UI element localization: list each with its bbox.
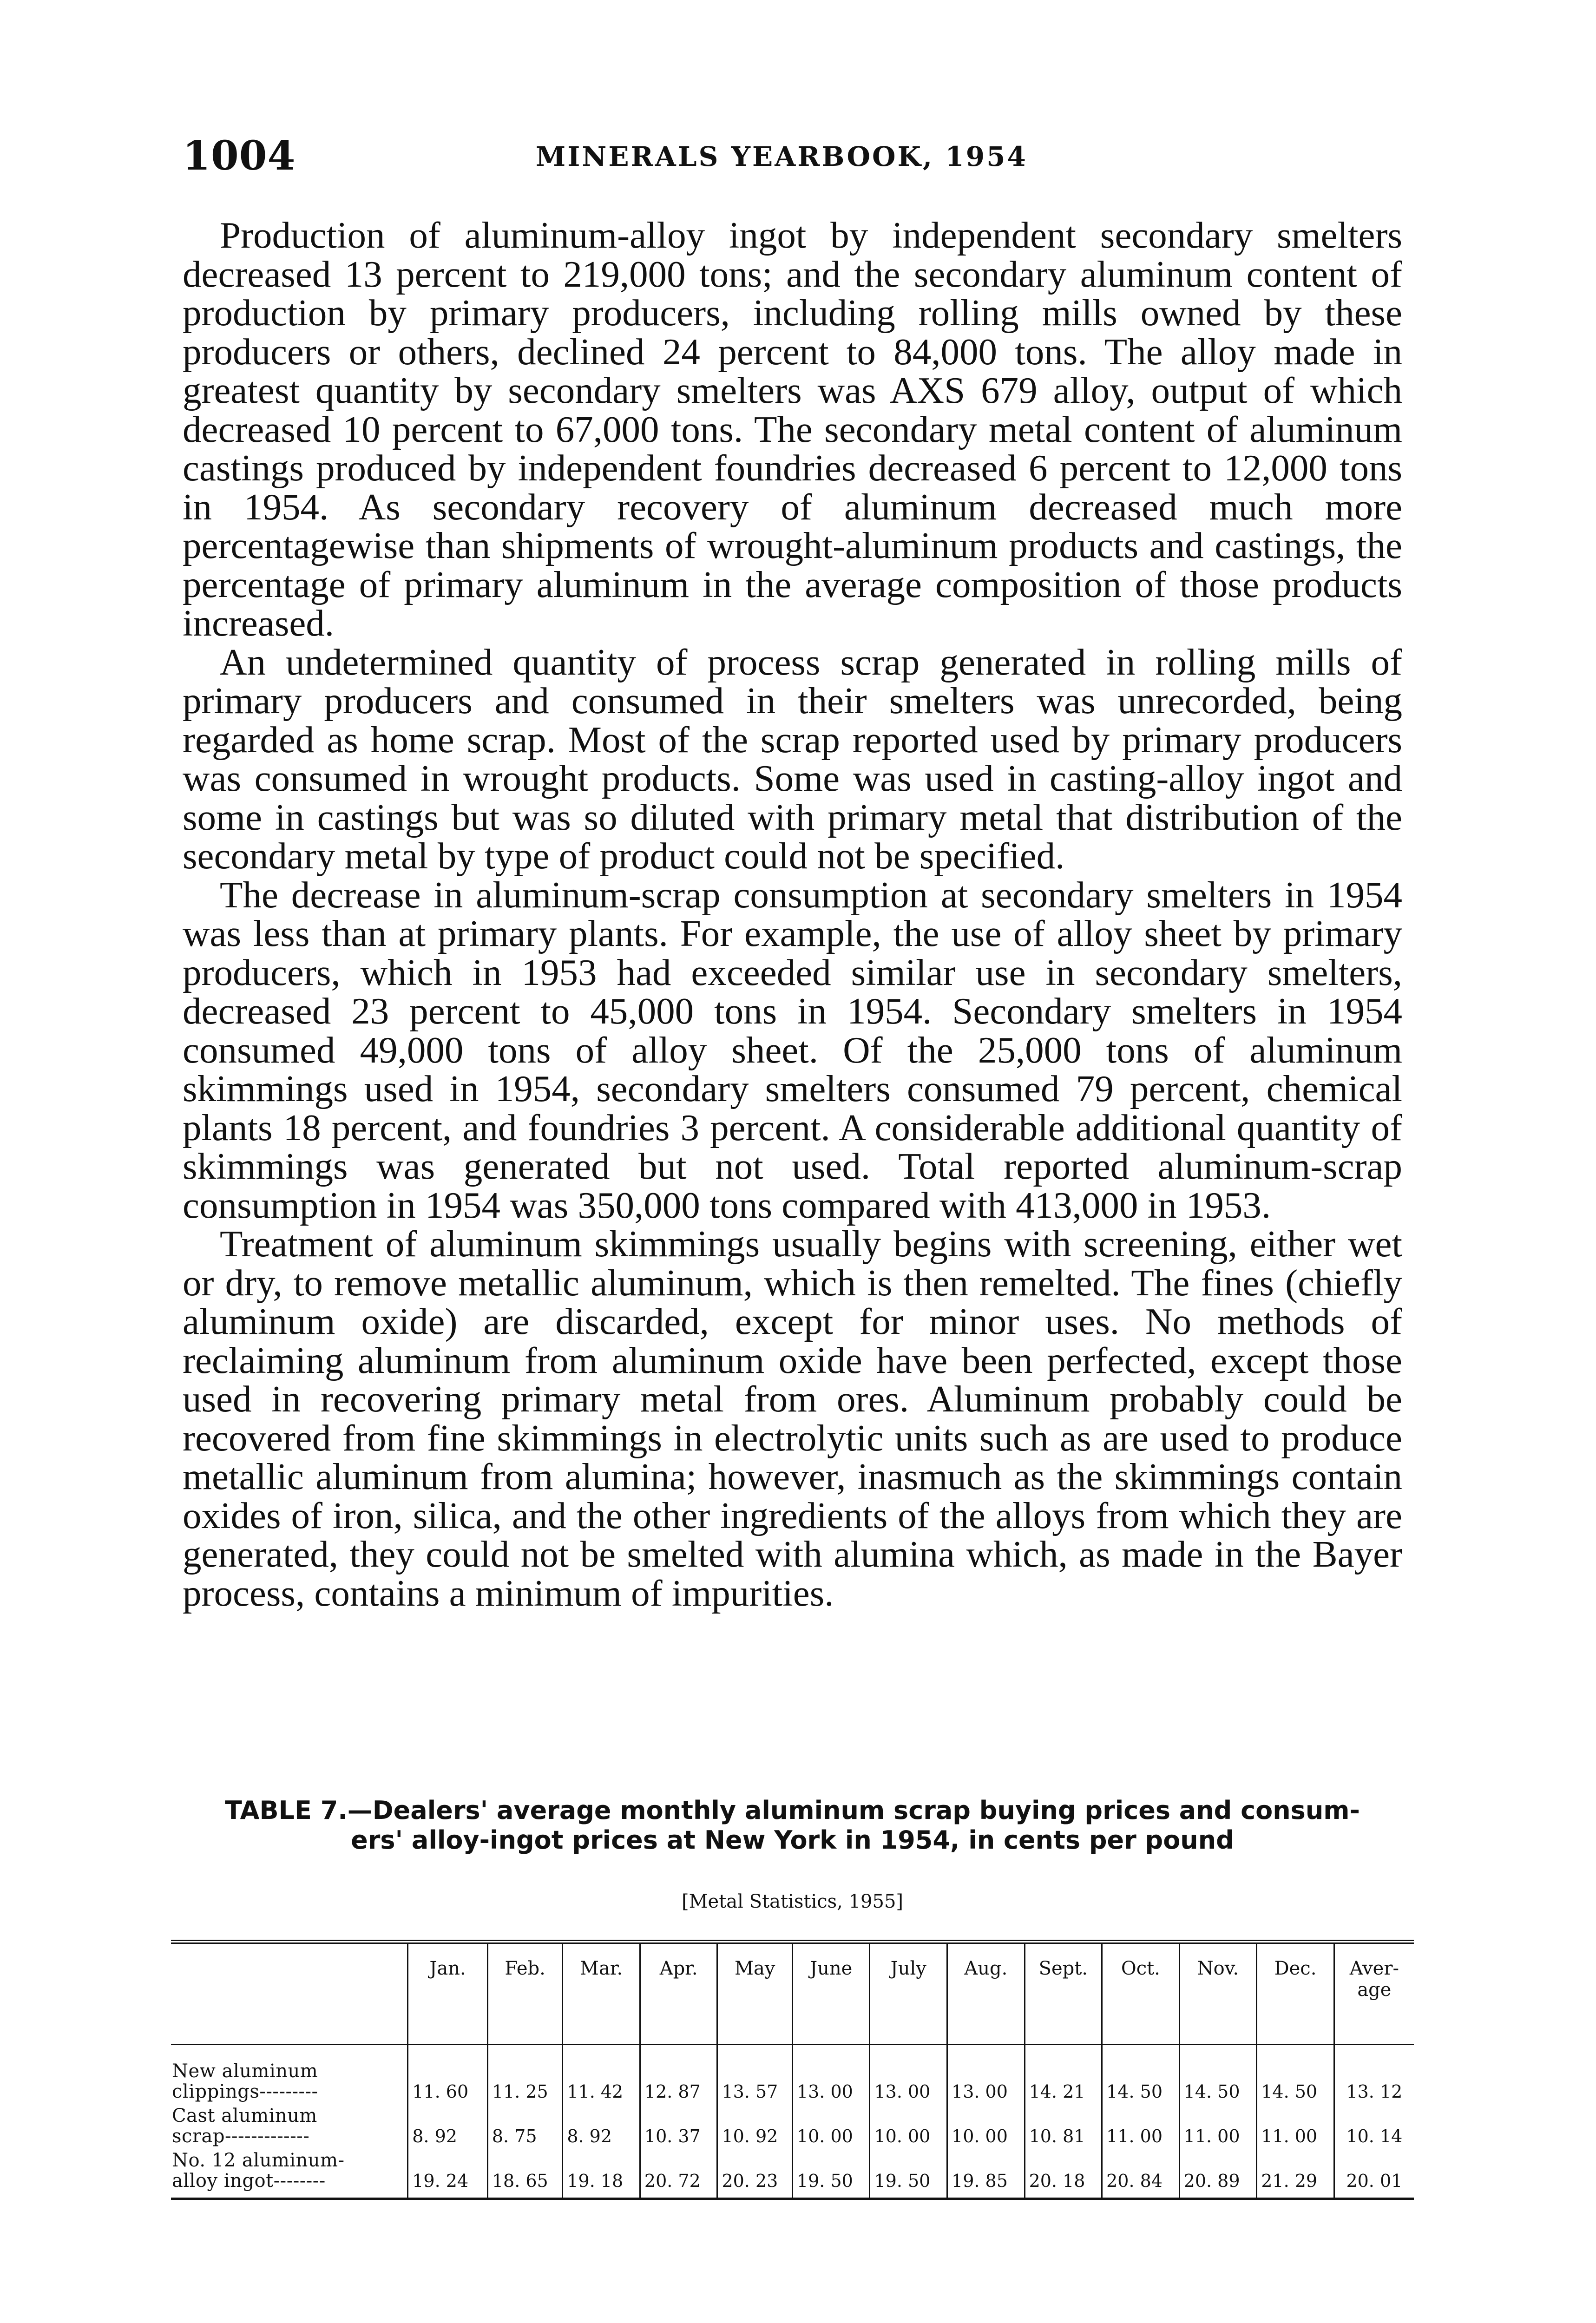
table-cell: 11. 25 — [487, 2045, 563, 2104]
table-cell: 19. 24 — [408, 2148, 488, 2199]
page-number: 1004 — [183, 132, 296, 179]
column-header: Feb. — [487, 1942, 563, 2045]
table-caption-line-2: ers' alloy-ingot prices at New York in 1954, in cents per pound — [351, 1825, 1234, 1855]
table-cell: 18. 65 — [487, 2148, 563, 2199]
column-header: Sept. — [1025, 1942, 1102, 2045]
paragraph: The decrease in aluminum-scrap consumption at secondary smelters in 1954 was less than at primary plants. For example, the use of alloy sheet by primary producers, which in 1953 had exceeded similar use in secondary smelters, decreased 23 percent to 45,000 tons in 1954. Secondary smelters in 1954 consumed 49,000 tons of alloy sheet. Of the 25,000 tons of aluminum skimmings used in 1954, secondary smelters consumed 79 percent, chemical plants 18 percent, and foundries 3 percent. A considerable additional quantity of skimmings was generated but not used. Total reported aluminum-scrap consumption in 1954 was 350,000 tons compared with 413,000 in 1953. — [183, 873, 1402, 1226]
table-cell: 11. 42 — [563, 2045, 640, 2104]
paragraph: An undetermined quantity of process scrap generated in rolling mills of primary producers and consumed in their smelters was unrecorded, being regarded as home scrap. Most of the scrap reported used by primary producers was consumed in wrought products. Some was used in casting-alloy ingot and some in castings but was so diluted with primary metal that distribution of the secondary metal by type of product could not be specified. — [183, 641, 1402, 877]
column-header: Jan. — [408, 1942, 488, 2045]
table-cell: 20. 89 — [1179, 2148, 1257, 2199]
table-cell: 10. 81 — [1025, 2104, 1102, 2148]
column-header: May — [717, 1942, 793, 2045]
table-cell: 20. 18 — [1025, 2148, 1102, 2199]
table-cell: 8. 92 — [408, 2104, 488, 2148]
table-cell: 12. 87 — [640, 2045, 717, 2104]
row-label: Cast aluminum scrap------------- — [172, 2105, 317, 2147]
table-cell: 14. 50 — [1257, 2045, 1334, 2104]
price-table — [171, 1940, 1414, 2200]
leader-dots: -------- — [273, 2170, 326, 2192]
table-cell: 8. 75 — [487, 2104, 563, 2148]
table-cell: 20. 72 — [640, 2148, 717, 2199]
column-header: Mar. — [563, 1942, 640, 2045]
table-cell: 10. 00 — [792, 2104, 870, 2148]
table-cell: 14. 50 — [1179, 2045, 1257, 2104]
table-cell: 13. 57 — [717, 2045, 793, 2104]
table-cell: 14. 50 — [1102, 2045, 1180, 2104]
table-cell: 13. 00 — [870, 2045, 947, 2104]
table-cell: 21. 29 — [1257, 2148, 1334, 2199]
table-caption-line-1: TABLE 7.—Dealers' average monthly aluminum scrap buying prices and consum- — [225, 1796, 1360, 1825]
table-cell: 20. 23 — [717, 2148, 793, 2199]
table-cell-average: 13. 12 — [1334, 2045, 1414, 2104]
table-cell-average: 10. 14 — [1334, 2104, 1414, 2148]
leader-dots: --------- — [259, 2081, 318, 2102]
column-header: June — [792, 1942, 870, 2045]
table-cell: 11. 00 — [1257, 2104, 1334, 2148]
page-header — [183, 132, 1402, 184]
table-cell: 11. 00 — [1179, 2104, 1257, 2148]
table-cell: 10. 00 — [870, 2104, 947, 2148]
column-header: Nov. — [1179, 1942, 1257, 2045]
column-header-average: Aver-age — [1334, 1942, 1414, 2045]
leader-dots: ------------- — [225, 2126, 310, 2147]
table-cell: 19. 85 — [947, 2148, 1025, 2199]
table-cell: 19. 18 — [563, 2148, 640, 2199]
column-header: Dec. — [1257, 1942, 1334, 2045]
row-label: New aluminum clippings--------- — [172, 2061, 318, 2102]
running-title: MINERALS YEARBOOK, 1954 — [536, 141, 1028, 172]
paragraph: Treatment of aluminum skimmings usually begins with screening, either wet or dry, to remove metallic aluminum, which is then remelted. The fines (chiefly aluminum oxide) are discarded, except for minor uses. No methods of reclaiming aluminum from aluminum oxide have been perfected, except those used in recovering primary metal from ores. Aluminum probably could be recovered from fine skimmings in electrolytic units such as are used to produce metallic aluminum from alumina; however, inasmuch as the skimmings contain oxides of iron, silica, and the other ingredients of the alloys from which they are generated, they could not be smelted with alumina which, as made in the Bayer process, contains a minimum of impurities. — [183, 1223, 1402, 1614]
table-cell: 10. 00 — [947, 2104, 1025, 2148]
row-label: No. 12 aluminum- alloy ingot-------- — [172, 2150, 345, 2192]
table-cell-average: 20. 01 — [1334, 2148, 1414, 2199]
table-cell: 19. 50 — [792, 2148, 870, 2199]
table-cell: 8. 92 — [563, 2104, 640, 2148]
column-header: Aug. — [947, 1942, 1025, 2045]
table-row — [171, 2148, 1414, 2199]
column-header: Apr. — [640, 1942, 717, 2045]
table-row — [171, 2104, 1414, 2148]
table-cell: 11. 60 — [408, 2045, 488, 2104]
table-cell: 10. 92 — [717, 2104, 793, 2148]
table-cell: 14. 21 — [1025, 2045, 1102, 2104]
table-cell: 13. 00 — [792, 2045, 870, 2104]
body-text — [183, 216, 1402, 1613]
column-header: July — [870, 1942, 947, 2045]
paragraph: Production of aluminum-alloy ingot by independent secondary smelters decreased 13 percent to 219,000 tons; and the secondary aluminum content of production by primary producers, including rolling mills owned by these producers or others, declined 24 percent to 84,000 tons. The alloy made in greatest quantity by secondary smelters was AXS 679 alloy, output of which decreased 10 percent to 67,000 tons. The secondary metal content of aluminum castings produced by independent foundries decreased 6 percent to 12,000 tons in 1954. As secondary recovery of aluminum decreased much more percentagewise than shipments of wrought-aluminum products and castings, the percentage of primary aluminum in the average composition of those products increased. — [183, 214, 1402, 644]
table-cell: 11. 00 — [1102, 2104, 1180, 2148]
column-header: Oct. — [1102, 1942, 1180, 2045]
table-cell: 20. 84 — [1102, 2148, 1180, 2199]
table-source-note: [Metal Statistics, 1955] — [681, 1891, 903, 1912]
table-cell: 19. 50 — [870, 2148, 947, 2199]
row-label-header — [171, 1942, 408, 2045]
table-caption — [183, 1796, 1402, 1855]
table-cell: 13. 00 — [947, 2045, 1025, 2104]
table-row — [171, 2045, 1414, 2104]
table-header-row — [171, 1942, 1414, 2045]
table-cell: 10. 37 — [640, 2104, 717, 2148]
